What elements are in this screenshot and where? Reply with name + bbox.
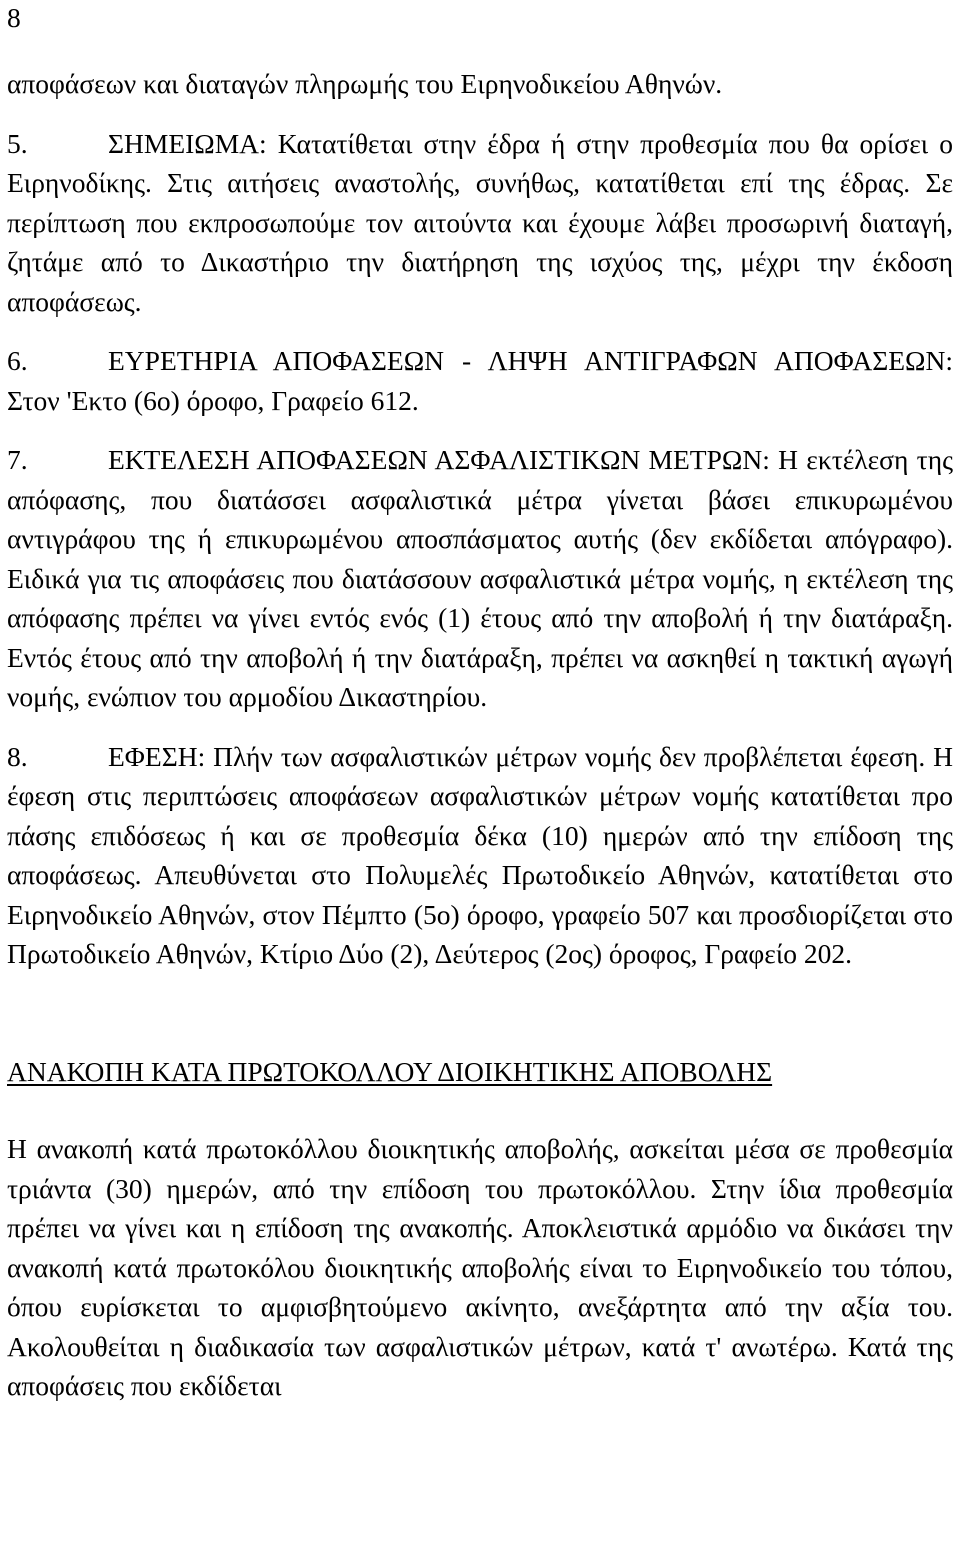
page-number: 8 (7, 2, 21, 33)
paragraph-number: 7. (7, 444, 28, 475)
paragraph-number: 5. (7, 127, 28, 159)
paragraph-text: αποφάσεων και διαταγών πληρωμής του Ειρηνοδικείου Αθηνών. (7, 68, 723, 99)
paragraph-text: ΕΥΡΕΤΗΡΙΑ ΑΠΟΦΑΣΕΩΝ - ΛΗΨΗ ΑΝΤΙΓΡΑΦΩΝ ΑΠΟΦΑΣΕΩΝ: Στον 'Εκτο (6ο) όροφο, Γραφείο 612. (7, 345, 953, 416)
paragraph-number: 8. (7, 740, 28, 772)
paragraph-text: ΣΗΜΕΙΩΜΑ: Κατατίθεται στην έδρα ή στην προθεσμία που θα ορίσει ο Ειρηνοδίκης. Στις αιτήσεις αναστολής, συνήθως, κατατίθεται επί της έδρας. Σε περίπτωση που εκπροσωπούμε τον αιτούντα και έχουμε λάβει προσωρινή διαταγή, ζητάμε από το Δικαστήριο την διατήρηση της ισχύος της, μέχρι την έκδοση αποφάσεως. (7, 127, 953, 317)
paragraph-text: ΕΦΕΣΗ: Πλήν των ασφαλιστικών μέτρων νομής δεν προβλέπεται έφεση. Η έφεση στις περιπτώσεις αποφάσεων ασφαλιστικών μέτρων νομής κατατίθεται προ πάσης επιδόσεως ή και σε προθεσμία δέκα (10) ημερών από την επίδοση της αποφάσεως. Απευθύνεται στο Πολυμελές Πρωτοδικείο Αθηνών, κατατίθεται στο Ειρηνοδικείο Αθηνών, στον Πέμπτο (5ο) όροφο, γραφείο 507 και προσδιορίζεται στο Πρωτοδικείο Αθηνών, Κτίριο Δύο (2), Δεύτερος (2ος) όροφος, Γραφείο 202. (7, 740, 953, 969)
paragraph-number: 6. (7, 345, 28, 376)
paragraph-8 (7, 737, 953, 974)
section-paragraph: Η ανακοπή κατά πρωτοκόλλου διοικητικής αποβολής, ασκείται μέσα σε προθεσμία τριάντα (30) ημερών, από την επίδοση του πρωτοκόλλου. Στην ίδια προθεσμία πρέπει να γίνει και η επίδοση της ανακοπής. Αποκλειστικά αρμόδιο να δικάσει την ανακοπή κατά πρωτοκόλου διοικητικής αποβολής είναι το Ειρηνοδικείο του τόπου, όπου ευρίσκεται το αμφισβητούμενο ακίνητο, ανεξάρτητα από την αξία του. Ακολουθείται η διαδικασία των ασφαλιστικών μέτρων, κατά τ' ανωτέρω. Κατά της αποφάσεις που εκδίδεται (7, 1133, 953, 1401)
paragraph-5 (7, 124, 953, 322)
paragraph-6 (7, 341, 953, 420)
paragraph-text: ΕΚΤΕΛΕΣΗ ΑΠΟΦΑΣΕΩΝ ΑΣΦΑΛΙΣΤΙΚΩΝ ΜΕΤΡΩΝ: Η εκτέλεση της απόφασης, που διατάσσει ασφαλιστικά μέτρα γίνεται βάσει επικυρωμένου αντιγράφου της ή επικυρωμένου αποσπάσματος αυτής (δεν εκδίδεται απόγραφο). Ειδικά για τις αποφάσεις που διατάσσουν ασφαλιστικά μέτρα νομής, η εκτέλεση της απόφασης πρέπει να γίνει εντός ενός (1) έτους από την αποβολή ή την διατάραξη. Εντός έτους από την αποβολή ή την διατάραξη, πρέπει να ασκηθεί η τακτική αγωγή νομής, ενώπιον του αρμοδίου Δικαστηρίου. (7, 444, 953, 712)
section-heading: ΑΝΑΚΟΠΗ ΚΑΤΑ ΠΡΩΤΟΚΟΛΛΟΥ ΔΙΟΙΚΗΤΙΚΗΣ ΑΠΟΒΟΛΗΣ (7, 1055, 773, 1087)
paragraph-7 (7, 440, 953, 717)
paragraph-continuation (7, 64, 953, 104)
document-body (7, 64, 953, 1426)
